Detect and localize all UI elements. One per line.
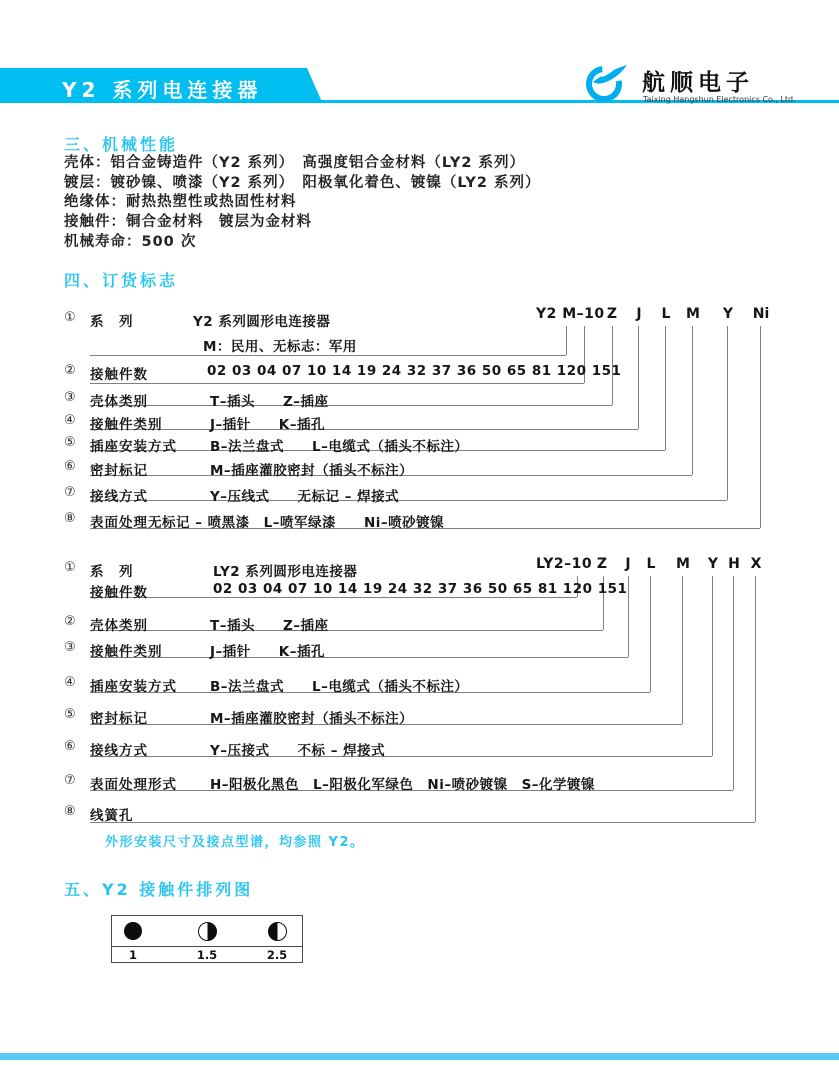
row-desc: H–阳极化黑色 L–阳极化军绿色 Ni–喷砂镀镍 S–化学镀镍 <box>210 777 596 793</box>
mech-spec-line: 壳体：铝合金铸造件（Y2 系列） 高强度铝合金材料（LY2 系列） <box>64 155 526 171</box>
connector-vline <box>727 326 728 500</box>
mech-spec-line: 绝缘体：耐热热塑性或热固性材料 <box>64 194 297 211</box>
ordering-code-ly2: LY2–10 <box>536 556 593 572</box>
code-letter: H <box>728 556 740 572</box>
row-label: 密封标记 <box>90 463 148 479</box>
row-number: ④ <box>64 413 76 428</box>
row-number: ⑥ <box>64 459 76 474</box>
code-letter: J <box>625 556 631 572</box>
code-letter: Z <box>596 556 608 572</box>
right-half-filled-circle-icon <box>198 922 217 941</box>
row-desc: Y–压接式 不标 – 焊接式 <box>210 743 386 759</box>
row-desc: 02 03 04 07 10 14 19 24 32 37 36 50 65 81 120 151 <box>207 363 622 379</box>
row-number: ② <box>64 614 76 629</box>
row-desc: B–法兰盘式 L–电缆式（插头不标注） <box>210 679 469 695</box>
footer-bar <box>0 1053 839 1060</box>
connector-vline <box>566 326 567 355</box>
mech-spec-line: 机械寿命：500 次 <box>64 233 197 250</box>
row-number: ⑦ <box>64 485 76 500</box>
left-half-filled-circle-icon <box>268 922 287 941</box>
connector-underline <box>90 500 727 501</box>
table-divider <box>111 946 303 947</box>
connector-vline <box>638 326 639 429</box>
logo-name: 航顺电子 <box>642 70 754 96</box>
code-letter: X <box>750 556 762 572</box>
mech-spec-line: 接触件：铜合金材料 镀层为金材料 <box>64 214 312 231</box>
row-number: ⑥ <box>64 739 76 754</box>
connector-underline <box>90 355 566 356</box>
code-letter: Y <box>722 306 734 322</box>
row-label: 接触件类别 <box>90 644 163 660</box>
logo-bird-icon <box>584 61 628 109</box>
connector-vline <box>692 326 693 475</box>
code-letter: Ni <box>752 306 770 322</box>
row-number: ② <box>64 363 76 378</box>
code-letter: J <box>636 306 642 322</box>
connector-vline <box>650 576 651 692</box>
connector-underline <box>90 657 628 658</box>
row-label: 表面处理 <box>90 515 148 531</box>
row-number: ⑤ <box>64 435 76 450</box>
row-desc: J–插针 K–插孔 <box>210 417 325 433</box>
mech-spec-line: 镀层：镀砂镍、喷漆（Y2 系列） 阳极氧化着色、镀镍（LY2 系列） <box>64 174 541 191</box>
section-title-mechanical: 三、机械性能 <box>64 135 179 154</box>
row-desc: Y–压线式 无标记 – 焊接式 <box>210 489 400 505</box>
row-label: 系 列 <box>90 564 134 580</box>
connector-underline <box>90 429 638 430</box>
row-label: 系 列 <box>90 314 134 330</box>
code-letter: Z <box>606 306 618 322</box>
connector-vline <box>760 326 761 528</box>
row-label: 接线方式 <box>90 743 148 759</box>
row-desc: T–插头 Z–插座 <box>210 394 329 410</box>
contact-size-label: 1 <box>128 948 137 962</box>
row-number: ⑦ <box>64 773 76 788</box>
code-letter: L <box>661 306 671 322</box>
connector-underline <box>90 756 712 757</box>
row-label: 壳体类别 <box>90 618 148 634</box>
row-desc: 无标记 – 喷黑漆 L–喷军绿漆 Ni–喷砂镀镍 <box>148 515 445 531</box>
row-number: ③ <box>64 640 76 655</box>
code-letter: M <box>686 306 700 322</box>
row-desc: M–插座灌胶密封（插头不标注） <box>210 711 414 727</box>
row-label: 接触件数 <box>90 367 148 383</box>
row-label: 密封标记 <box>90 711 148 727</box>
row-label: 接触件类别 <box>90 417 163 433</box>
row-desc: J–插针 K–插孔 <box>210 644 325 660</box>
row-desc: M：民用、无标志：军用 <box>203 339 357 355</box>
row-label: 插座安装方式 <box>90 679 177 695</box>
row-desc: M–插座灌胶密封（插头不标注） <box>210 463 414 479</box>
row-desc: 02 03 04 07 10 14 19 24 32 37 36 50 65 81 120 151 <box>213 581 628 597</box>
connector-underline <box>90 597 577 598</box>
connector-underline <box>90 822 755 823</box>
row-number: ① <box>64 310 76 325</box>
connector-vline <box>628 576 629 657</box>
row-desc: LY2 系列圆形电连接器 <box>213 564 358 580</box>
connector-underline <box>90 405 612 406</box>
row-desc: B–法兰盘式 L–电缆式（插头不标注） <box>210 439 469 455</box>
ordering-code-y2: Y2 M–10 <box>536 306 605 322</box>
code-letter: Y <box>707 556 719 572</box>
connector-vline <box>755 576 756 822</box>
connector-vline <box>733 576 734 790</box>
logo-subtitle: Taixing Hangshun Electronics Co., Ltd. <box>643 95 796 104</box>
row-label: 接线方式 <box>90 489 148 505</box>
row-number: ① <box>64 560 76 575</box>
ordering-note: 外形安装尺寸及接点型谱，均参照 Y2。 <box>105 835 365 850</box>
row-number: ⑧ <box>64 804 76 819</box>
contact-size-label: 2.5 <box>266 948 288 962</box>
row-label: 线簧孔 <box>90 808 134 824</box>
row-desc: Y2 系列圆形电连接器 <box>193 314 331 330</box>
row-label: 表面处理形式 <box>90 777 177 793</box>
row-desc: T–插头 Z–插座 <box>210 618 329 634</box>
row-number: ⑧ <box>64 511 76 526</box>
code-letter: M <box>676 556 690 572</box>
mechanical-specs <box>64 154 541 253</box>
connector-vline <box>712 576 713 756</box>
row-number: ④ <box>64 675 76 690</box>
connector-vline <box>665 326 666 450</box>
connector-underline <box>90 630 603 631</box>
full-filled-circle-icon <box>124 922 142 940</box>
section-title-arrangement: 五、Y2 接触件排列图 <box>64 880 254 899</box>
contact-size-label: 1.5 <box>196 948 218 962</box>
row-number: ③ <box>64 390 76 405</box>
section-title-ordering: 四、订货标志 <box>64 271 179 290</box>
row-number: ⑤ <box>64 707 76 722</box>
row-label: 接触件数 <box>90 585 148 601</box>
row-label: 壳体类别 <box>90 394 148 410</box>
connector-underline <box>90 383 584 384</box>
code-letter: L <box>646 556 656 572</box>
row-label: 插座安装方式 <box>90 439 177 455</box>
page-title: Y2 系列电连接器 <box>62 78 263 102</box>
connector-vline <box>682 576 683 724</box>
